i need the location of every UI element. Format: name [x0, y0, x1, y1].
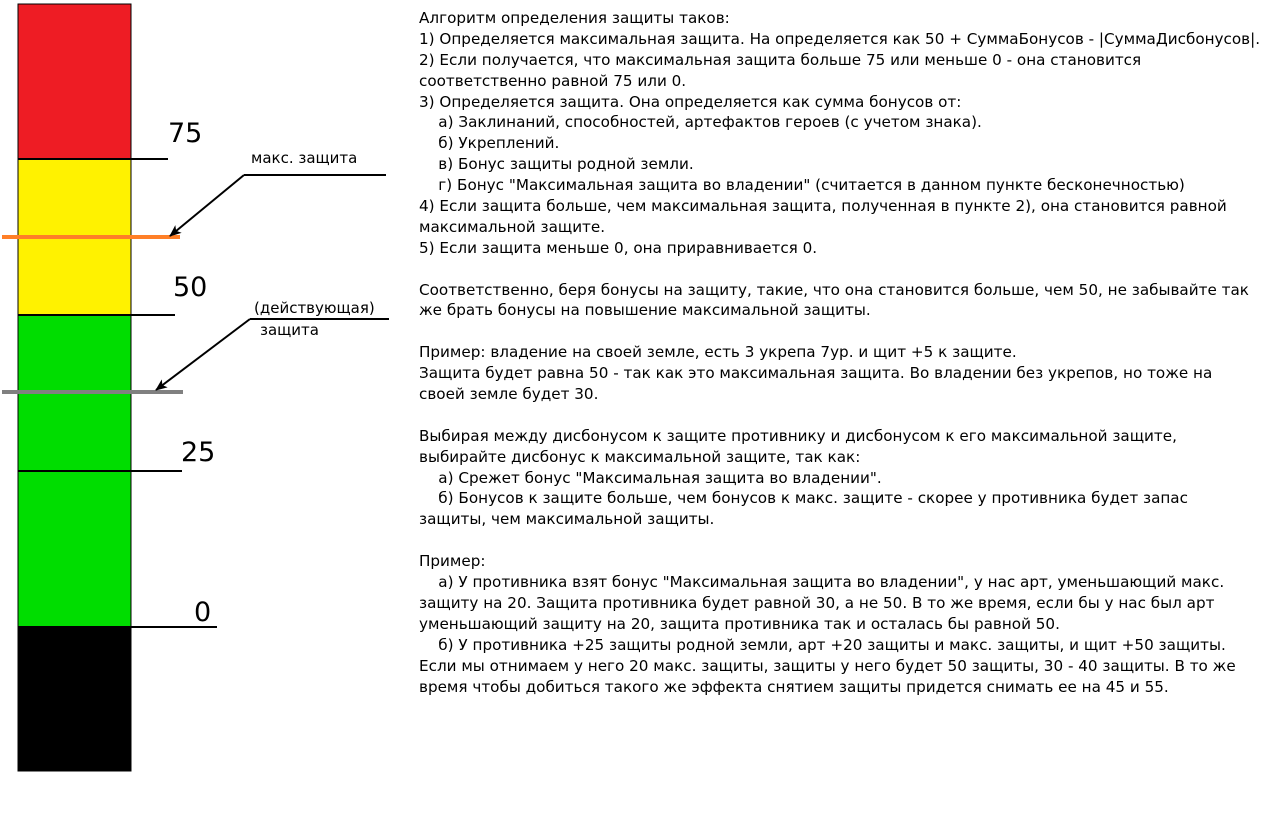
text-line: Пример: владение на своей земле, есть 3 укрепа 7ур. и щит +5 к защите. [419, 343, 1017, 362]
text-line: же брать бонусы на повышение максимальной защиты. [419, 301, 871, 320]
text-line: своей земле будет 30. [419, 385, 599, 404]
text-line: Если мы отнимаем у него 20 макс. защиты, защиты у него будет 50 защиты, 30 - 40 защиты. В то же [419, 656, 1236, 675]
effective-defense-label-line2: защита [260, 321, 319, 339]
text-line: г) Бонус "Максимальная защита во владении" (считается в данном пункте бесконечностью) [419, 176, 1185, 195]
text-line: Защита будет равна 50 - так как это максимальная защита. Во владении без укрепов, но тоже на [419, 364, 1213, 383]
text-line: б) Бонусов к защите больше, чем бонусов к макс. защите - скорее у противника будет запас [419, 489, 1188, 508]
text-line: защиты, чем максимальной защиты. [419, 510, 715, 529]
tick-label-25: 25 [181, 437, 216, 468]
text-line: максимальной защите. [419, 217, 606, 236]
text-line: Выбирая между дисбонусом к защите противнику и дисбонусом к его максимальной защите, [419, 426, 1177, 445]
max-defense-label: макс. защита [251, 149, 358, 167]
text-line: б) Укреплений. [419, 134, 560, 153]
text-line: б) У противника +25 защиты родной земли, арт +20 защиты и макс. защиты, и щит +50 защиты. [419, 635, 1226, 654]
text-line: уменьшающий защиту на 20, защита противника так и осталась бы равной 50. [419, 614, 1060, 633]
text-line: а) Заклинаний, способностей, артефактов героев (с учетом знака). [419, 113, 982, 132]
text-line: 4) Если защита больше, чем максимальная защита, полученная в пункте 2), она становится равной [419, 197, 1227, 216]
text-line: 2) Если получается, что максимальная защита больше 75 или меньше 0 - она становится [419, 50, 1142, 69]
text-line: выбирайте дисбонус к максимальной защите, так как: [419, 447, 861, 466]
effective-defense-label-line1: (действующая) [254, 299, 375, 317]
tick-label-75: 75 [168, 118, 203, 149]
max-defense-arrow [170, 175, 244, 236]
text-line: Пример: [419, 552, 486, 571]
text-line: защиту на 20. Защита противника будет равной 30, а не 50. В то же время, если бы у нас был арт [419, 593, 1215, 612]
zone-above-max [18, 4, 131, 159]
tick-label-0: 0 [194, 597, 212, 628]
text-line: Алгоритм определения защиты таков: [419, 9, 730, 27]
blank-line [419, 321, 1271, 342]
blank-line [419, 405, 1271, 426]
text-line: а) У противника взят бонус "Максимальная защита во владении", у нас арт, уменьшающий макс. [419, 573, 1225, 592]
defense-scale-diagram [0, 0, 415, 823]
text-line: 1) Определяется максимальная защита. На определяется как 50 + СуммаБонусов - |СуммаДисбонусов|. [419, 29, 1261, 48]
tick-label-50: 50 [173, 272, 208, 303]
text-line: а) Срежет бонус "Максимальная защита во владении". [419, 468, 882, 487]
text-line: 3) Определяется защита. Она определяется как сумма бонусов от: [419, 92, 962, 111]
blank-line [419, 530, 1271, 551]
text-line: в) Бонус защиты родной земли. [419, 155, 694, 174]
algorithm-description [419, 8, 1271, 697]
text-line: соответственно равной 75 или 0. [419, 71, 687, 90]
effective-defense-arrow [156, 319, 250, 390]
blank-line [419, 259, 1271, 280]
text-line: Соответственно, беря бонусы на защиту, такие, что она становится больше, чем 50, не забывайте так [419, 280, 1249, 299]
zone-below-zero [18, 627, 131, 771]
text-line: время чтобы добиться такого же эффекта снятием защиты придется снимать ее на 45 и 55. [419, 677, 1169, 696]
text-line: 5) Если защита меньше 0, она приравнивается 0. [419, 238, 818, 257]
